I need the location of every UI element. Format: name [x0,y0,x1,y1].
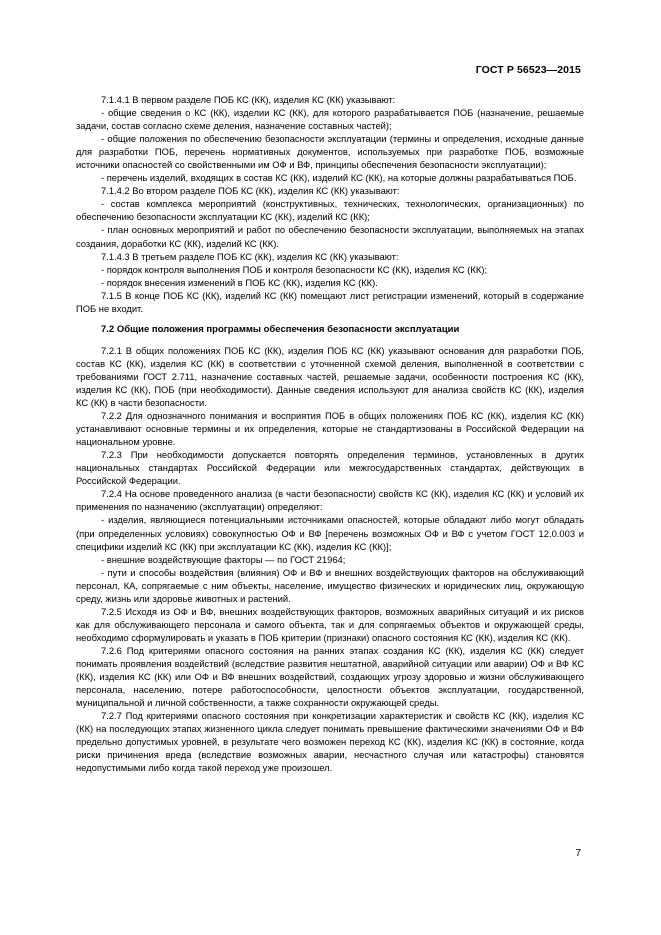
paragraph-7-1-4-3: 7.1.4.3 В третьем разделе ПОБ КС (КК), изделия КС (КК) указывают: [101,250,399,262]
list-item: - пути и способы воздействия (влияния) ОФ и ВФ и внешних воздействующих факторов на обслуживающий персонал, КА, сопрягаемые с ним объекты, население, имущество физических и юридических лиц, окружающую среду, жизнь или здоровье животных и растений. [76,566,584,604]
paragraph-7-2-1: 7.2.1 В общих положениях ПОБ КС (КК), изделия ПОБ КС (КК) указывают основания для разработки ПОБ, состав КС (КК), изделия КС (КК) в соответствии с уточненной схемой деления, выполненной в соответствии с требованиями ГОСТ 2.711, назначение составных частей, решаемые задачи, особенности построения КС (КК), изделия КС (КК), ПОБ (при необходимости). Данные сведения используют для анализа свойств КС (КК), изделия КС (КК) в части безопасности. [76,344,584,409]
page-content [76,93,584,774]
paragraph-7-2-5: 7.2.5 Исходя из ОФ и ВФ, внешних воздействующих факторов, возможных аварийных ситуаций и их рисков как для обслуживающего персонала и самого объекта, так и для сопрягаемых объектов и окружающей среды, необходимо сформулировать и указать в ПОБ критерии (признаки) опасного состояния КС (КК), изделия КС (КК). [76,605,584,643]
paragraph-7-1-4-1: 7.1.4.1 В первом разделе ПОБ КС (КК), изделия КС (КК) указывают: [101,94,396,105]
paragraph-7-2-3: 7.2.3 При необходимости допускается повторять определения терминов, установленных в других национальных стандартах Российской Федерации или межгосударственных стандартах, действующих в Российской Федерации. [76,449,584,487]
list-item: - план основных мероприятий и работ по обеспечению безопасности эксплуатации, выполняемых на этапах создания, доработки КС (КК), изделий КС (КК). [76,224,584,249]
list-item: - изделия, являющиеся потенциальными источниками опасностей, которые обладают либо могут обладать (при определенных условиях) совокупностью ОФ и ВФ [перечень возможных ОФ и ВФ с учетом ГОСТ 12.0.003 и специфики изделий КС (КК) при эксплуатации КС (КК), изделия КС (КК)]; [76,514,584,552]
section-title: 7.2 Общие положения программы обеспечения безопасности эксплуатации [101,323,460,335]
paragraph-7-1-5: 7.1.5 В конце ПОБ КС (КК), изделий КС (КК) помещают лист регистрации изменений, который в содержание ПОБ не входит. [76,289,584,314]
paragraph-7-2-4: 7.2.4 На основе проведенного анализа (в части безопасности) свойств КС (КК), изделия КС (КК) и условий их применения по назначению (эксплуатации) определяют: [76,488,584,513]
list-item: - перечень изделий, входящих в состав КС (КК), изделий КС (КК), на которые должны разрабатываться ПОБ. [101,172,577,184]
list-item: - порядок контроля выполнения ПОБ и контроля безопасности КС (КК), изделия КС (КК); [101,263,488,275]
paragraph-7-1-4-2: 7.1.4.2 Во втором разделе ПОБ КС (КК), изделия КС (КК) указывают: [101,185,400,197]
list-item: - порядок внесения изменений в ПОБ КС (КК), изделия КС (КК). [101,276,378,288]
list-item: - состав комплекса мероприятий (конструктивных, технических, технологических, организационных) по обеспечению безопасности эксплуатации КС (КК), изделий КС (КК); [76,198,584,223]
paragraph-7-2-2: 7.2.2 Для однозначного понимания и восприятия ПОБ в общих положениях ПОБ КС (КК), изделия КС (КК) устанавливают основные термины и их определения, которые не стандартизованы в Российской Федерации на национальном уровне. [76,410,584,448]
document-header: ГОСТ Р 56523—2015 [475,64,581,76]
paragraph-7-2-7: 7.2.7 Под критериями опасного состояния при конкретизации характеристик и свойств КС (КК), изделия КС (КК) на последующих этапах жизненного цикла следует понимать превышение фактическими значениями ОФ и ВФ предельно допустимых уровней, в результате чего возможен переход КС (КК), изделия КС (КК) в состояние, когда риски причинения вреда (вследствие возможных аварии, несчастного случая или катастрофы) становятся недопустимыми либо когда такой переход уже произошел. [76,710,584,774]
list-item: - общие положения по обеспечению безопасности эксплуатации (термины и определения, исходные данные для разработки ПОБ, перечень нормативных документов, используемых при разработке ПОБ, возможные источники опасностей со свойственными им ОФ и ВФ, принципы обеспечения безопасности эксплуатации); [76,133,584,171]
list-item: - внешние воздействующие факторы — по ГОСТ 21964; [101,553,346,565]
list-item: - общие сведения о КС (КК), изделии КС (КК), для которого разрабатывается ПОБ (назначение, решаемые задачи, состав согласно схеме деления, назначение составных частей); [76,107,584,132]
page-number: 7 [575,848,581,859]
paragraph-7-2-6: 7.2.6 Под критериями опасного состояния на ранних этапах создания КС (КК), изделия КС (КК) следует понимать проявления воздействий (вследствие развития нештатной, аварийной ситуации или аварии) ОФ и ВФ КС (КК), изделия КС (КК) или ОФ и ВФ внешних воздействий, создающих угрозу здоровью и жизни обслуживающего персонала, населению, потере работоспособности, целостности объектов эксплуатации, государственной, муниципальной и личной собственности, а также сохранности окружающей среды. [76,644,584,709]
